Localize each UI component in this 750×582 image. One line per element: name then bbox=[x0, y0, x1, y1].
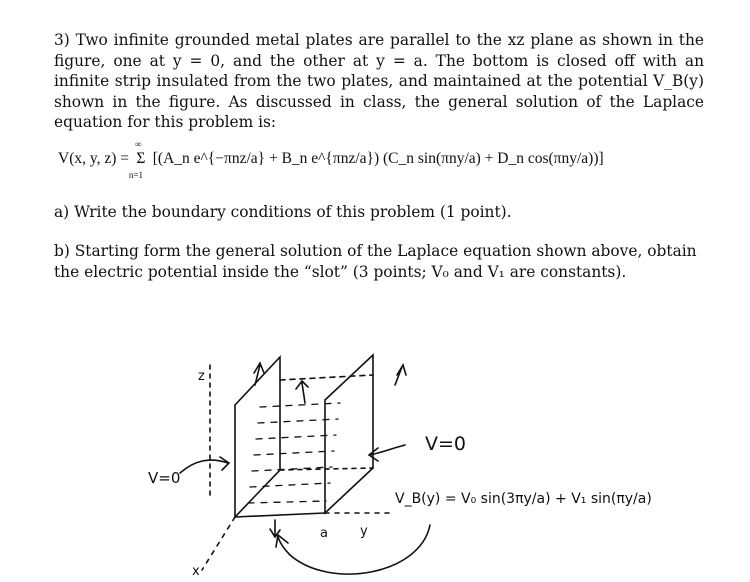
a-label: a bbox=[320, 526, 328, 541]
boundary-potential-label: V_B(y) = V₀ sin(3πy/a) + V₁ sin(πy/a) bbox=[395, 491, 652, 507]
z-axis-label: z bbox=[198, 369, 205, 384]
part-a-question: a) Write the boundary conditions of this problem (1 point). bbox=[54, 203, 512, 221]
equation-body: [(A_n e^{−πnz/a} + B_n e^{πnz/a}) (C_n sin(πny/a) + D_n cos(πny/a))] bbox=[152, 150, 604, 167]
right-plate bbox=[325, 355, 373, 513]
part-b-question: b) Starting form the general solution of the Laplace equation shown above, obtain the electric potential inside the “slot” (3 points; V₀ and V₁ are constants). bbox=[54, 242, 697, 281]
slot-figure bbox=[140, 345, 700, 580]
problem-statement bbox=[54, 30, 704, 133]
y-axis-label: y bbox=[360, 524, 368, 539]
sum-lower-limit: n=1 bbox=[128, 170, 143, 180]
right-potential-label: V=0 bbox=[425, 433, 467, 455]
summation-symbol: Σ ∞ n=1 bbox=[128, 139, 146, 180]
left-potential-label: V=0 bbox=[148, 469, 181, 487]
general-solution-equation bbox=[58, 139, 604, 180]
sum-upper-limit: ∞ bbox=[134, 139, 142, 149]
problem-intro: 3) Two infinite grounded metal plates are parallel to the xz plane as shown in the figure, one at y = 0, and the other at y = a. The bottom is closed off with an infinite strip insulated from the two plates, and maintained at the potential V_B(y) shown in the figure. As discussed in class, the general solution of the Laplace equation for this problem is: bbox=[54, 31, 704, 131]
bottom-strip bbox=[235, 513, 325, 517]
x-axis-label: x bbox=[192, 564, 200, 579]
boundary-arrow bbox=[276, 525, 430, 574]
left-plate bbox=[235, 357, 280, 517]
x-axis bbox=[202, 517, 235, 570]
equation-lhs: V(x, y, z) = bbox=[58, 150, 130, 167]
